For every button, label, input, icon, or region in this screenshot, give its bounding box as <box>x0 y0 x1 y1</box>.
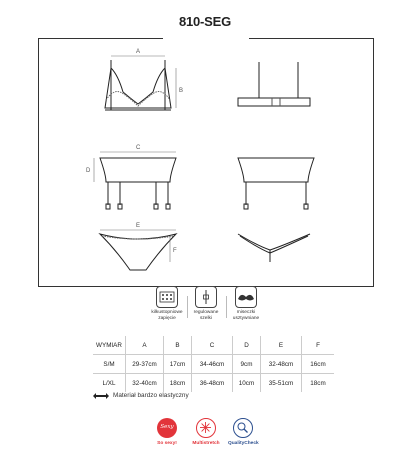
table-cell: 29-37cm <box>126 355 164 374</box>
padded-cups-icon <box>235 286 257 308</box>
table-cell: 36-48cm <box>192 374 233 393</box>
material-label: Materiał bardzo elastyczny <box>113 392 189 399</box>
dim-label-a: A <box>136 49 141 55</box>
multistretch-icon <box>196 418 216 438</box>
feature-closure <box>147 286 187 321</box>
table-row <box>93 355 334 374</box>
garter-front-drawing <box>100 158 176 209</box>
feature-straps-label-2: szelki <box>200 315 212 321</box>
table-cell: 18cm <box>164 374 192 393</box>
badge-so-sexy <box>152 418 182 446</box>
adjustable-strap-icon <box>195 286 217 308</box>
so-sexy-icon <box>157 418 177 438</box>
table-row <box>93 374 334 393</box>
table-cell: 34-46cm <box>192 355 233 374</box>
bra-front-drawing <box>105 60 171 110</box>
table-cell: 32-40cm <box>126 374 164 393</box>
so-sexy-inner-text: Sexy <box>160 424 174 430</box>
feature-closure-label-1: kilkustopniowe <box>151 310 183 315</box>
thong-front-drawing <box>100 234 176 270</box>
feature-straps <box>186 286 226 321</box>
product-code: 810-SEG <box>178 14 232 29</box>
table-cell: L/XL <box>93 374 126 393</box>
dim-label-f: F <box>173 248 177 254</box>
dim-label-b: B <box>179 88 184 94</box>
feature-cups-label-2: usztywniane <box>232 315 260 321</box>
size-table <box>93 336 334 392</box>
header-cell: C <box>192 336 233 355</box>
table-cell: 10cm <box>233 374 261 393</box>
feature-straps-label-1: regulowane <box>193 310 219 315</box>
dim-label-e: E <box>136 223 141 229</box>
header-cell: WYMIAR <box>93 336 126 355</box>
table-cell: 9cm <box>233 355 261 374</box>
badge-label: Multistretch <box>192 441 220 446</box>
badge-multistretch <box>191 418 221 446</box>
dim-label-c: C <box>136 145 141 151</box>
header-cell: A <box>126 336 164 355</box>
feature-cups-label-1: miseczki <box>236 310 256 315</box>
table-cell: 35-51cm <box>261 374 302 393</box>
material-info <box>93 392 189 399</box>
garter-back-drawing <box>238 158 314 209</box>
header-cell: F <box>302 336 335 355</box>
table-cell: S/M <box>93 355 126 374</box>
badge-label: QualityCheck <box>228 441 259 446</box>
badge-label: So sexy! <box>157 441 177 446</box>
table-cell: 16cm <box>302 355 335 374</box>
feature-closure-label-2: zapięcie <box>158 315 176 321</box>
table-cell: 18cm <box>310 379 326 387</box>
feature-cups <box>226 286 266 321</box>
table-cell: 32-48cm <box>261 355 302 374</box>
qualitycheck-icon <box>233 418 253 438</box>
stretch-arrows-icon <box>93 393 109 399</box>
header-cell: E <box>261 336 302 355</box>
header-cell: B <box>164 336 192 355</box>
bra-back-drawing <box>238 62 310 106</box>
header-cell: D <box>233 336 261 355</box>
hook-closure-icon <box>156 286 178 308</box>
thong-back-drawing <box>238 234 310 262</box>
badge-qualitycheck <box>228 418 258 446</box>
table-cell: 17cm <box>164 355 192 374</box>
size-table-header <box>93 336 334 355</box>
dim-label-d: D <box>86 168 91 174</box>
